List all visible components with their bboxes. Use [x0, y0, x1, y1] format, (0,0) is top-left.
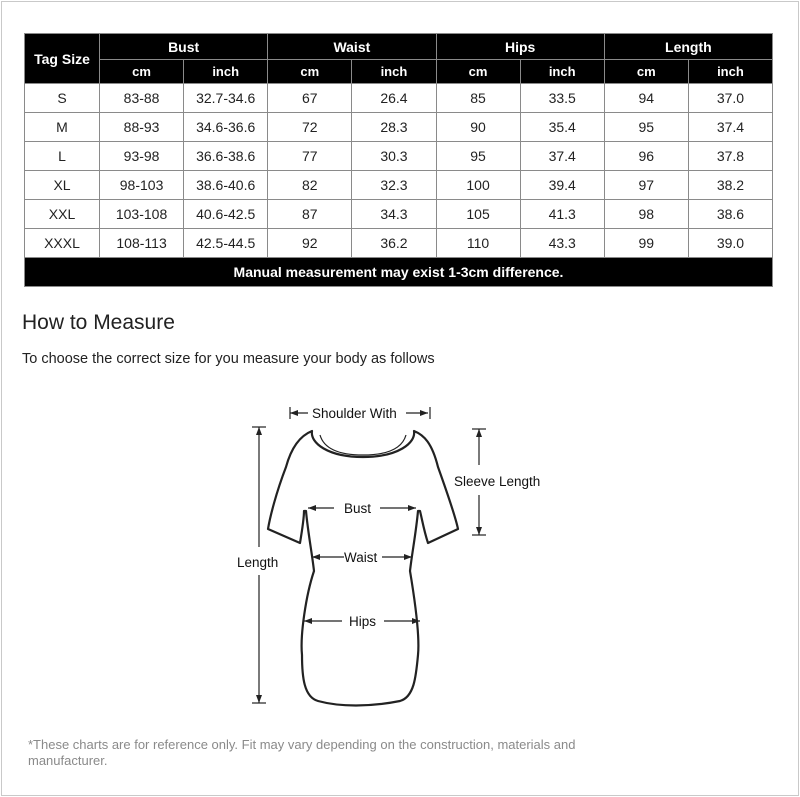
measurement-cell: 32.7-34.6 [184, 84, 268, 113]
unit-inch-header: inch [688, 60, 772, 84]
measurement-cell: 37.4 [688, 113, 772, 142]
hips-indicator [304, 614, 420, 629]
reference-note: *These charts are for reference only. Fit may vary depending on the construction, materials and manufacturer. [28, 737, 576, 768]
measurement-cell: 39.0 [688, 229, 772, 258]
size-cell: XL [25, 171, 100, 200]
measurement-cell: 32.3 [352, 171, 436, 200]
how-to-measure-subheading: To choose the correct size for you measure your body as follows [22, 351, 435, 367]
measurement-cell: 95 [436, 142, 520, 171]
measurement-cell: 38.2 [688, 171, 772, 200]
measurement-cell: 43.3 [520, 229, 604, 258]
measurement-cell: 92 [268, 229, 352, 258]
table-row [25, 113, 773, 142]
unit-inch-header: inch [520, 60, 604, 84]
unit-inch-header: inch [352, 60, 436, 84]
measurement-cell: 39.4 [520, 171, 604, 200]
size-cell: M [25, 113, 100, 142]
unit-cm-header: cm [268, 60, 352, 84]
measurement-cell: 97 [604, 171, 688, 200]
unit-inch-header: inch [184, 60, 268, 84]
length-label: Length [237, 555, 279, 570]
measurement-cell: 35.4 [520, 113, 604, 142]
measurement-cell: 34.3 [352, 200, 436, 229]
unit-cm-header: cm [436, 60, 520, 84]
size-cell: XXL [25, 200, 100, 229]
bust-header: Bust [100, 34, 268, 60]
size-cell: L [25, 142, 100, 171]
measurement-cell: 42.5-44.5 [184, 229, 268, 258]
measurement-cell: 38.6 [688, 200, 772, 229]
table-row [25, 200, 773, 229]
measurement-disclaimer: Manual measurement may exist 1-3cm difference. [25, 258, 773, 287]
measurement-cell: 77 [268, 142, 352, 171]
bust-indicator [308, 501, 416, 516]
table-row [25, 142, 773, 171]
measurement-cell: 90 [436, 113, 520, 142]
measurement-cell: 37.0 [688, 84, 772, 113]
tag-size-header: Tag Size [25, 34, 100, 84]
unit-cm-header: cm [100, 60, 184, 84]
waist-indicator [312, 550, 412, 565]
measurement-cell: 87 [268, 200, 352, 229]
measurement-cell: 41.3 [520, 200, 604, 229]
measurement-cell: 98 [604, 200, 688, 229]
table-row [25, 84, 773, 113]
length-indicator [237, 427, 278, 703]
measurement-cell: 83-88 [100, 84, 184, 113]
hips-label: Hips [349, 614, 377, 629]
measurement-cell: 40.6-42.5 [184, 200, 268, 229]
length-header: Length [604, 34, 772, 60]
measurement-cell: 108-113 [100, 229, 184, 258]
measurement-cell: 85 [436, 84, 520, 113]
dress-outline [268, 431, 458, 706]
size-rows [25, 84, 773, 258]
bust-label: Bust [344, 501, 372, 516]
size-chart-table [24, 33, 773, 287]
waist-header: Waist [268, 34, 436, 60]
measurement-cell: 38.6-40.6 [184, 171, 268, 200]
measurement-cell: 37.4 [520, 142, 604, 171]
size-cell: XXXL [25, 229, 100, 258]
measurement-cell: 100 [436, 171, 520, 200]
sleeve-label: Sleeve Length [454, 474, 540, 489]
measurement-cell: 36.2 [352, 229, 436, 258]
shoulder-label: Shoulder With [312, 406, 397, 421]
sleeve-length-indicator [454, 429, 540, 535]
measurement-cell: 99 [604, 229, 688, 258]
measurement-cell: 82 [268, 171, 352, 200]
measurement-cell: 72 [268, 113, 352, 142]
measurement-cell: 96 [604, 142, 688, 171]
shoulder-width-indicator [290, 406, 430, 421]
measurement-cell: 93-98 [100, 142, 184, 171]
measurement-cell: 30.3 [352, 142, 436, 171]
dress-measurement-diagram [220, 395, 540, 715]
table-row [25, 171, 773, 200]
measurement-cell: 36.6-38.6 [184, 142, 268, 171]
measurement-cell: 110 [436, 229, 520, 258]
measurement-cell: 37.8 [688, 142, 772, 171]
measurement-cell: 105 [436, 200, 520, 229]
waist-label: Waist [344, 550, 378, 565]
measurement-cell: 98-103 [100, 171, 184, 200]
measurement-cell: 88-93 [100, 113, 184, 142]
measurement-cell: 103-108 [100, 200, 184, 229]
measurement-cell: 26.4 [352, 84, 436, 113]
measurement-cell: 33.5 [520, 84, 604, 113]
measurement-cell: 34.6-36.6 [184, 113, 268, 142]
measurement-cell: 28.3 [352, 113, 436, 142]
hips-header: Hips [436, 34, 604, 60]
measurement-cell: 67 [268, 84, 352, 113]
table-row [25, 229, 773, 258]
unit-cm-header: cm [604, 60, 688, 84]
how-to-measure-heading: How to Measure [22, 311, 175, 334]
measurement-cell: 94 [604, 84, 688, 113]
measurement-cell: 95 [604, 113, 688, 142]
size-cell: S [25, 84, 100, 113]
